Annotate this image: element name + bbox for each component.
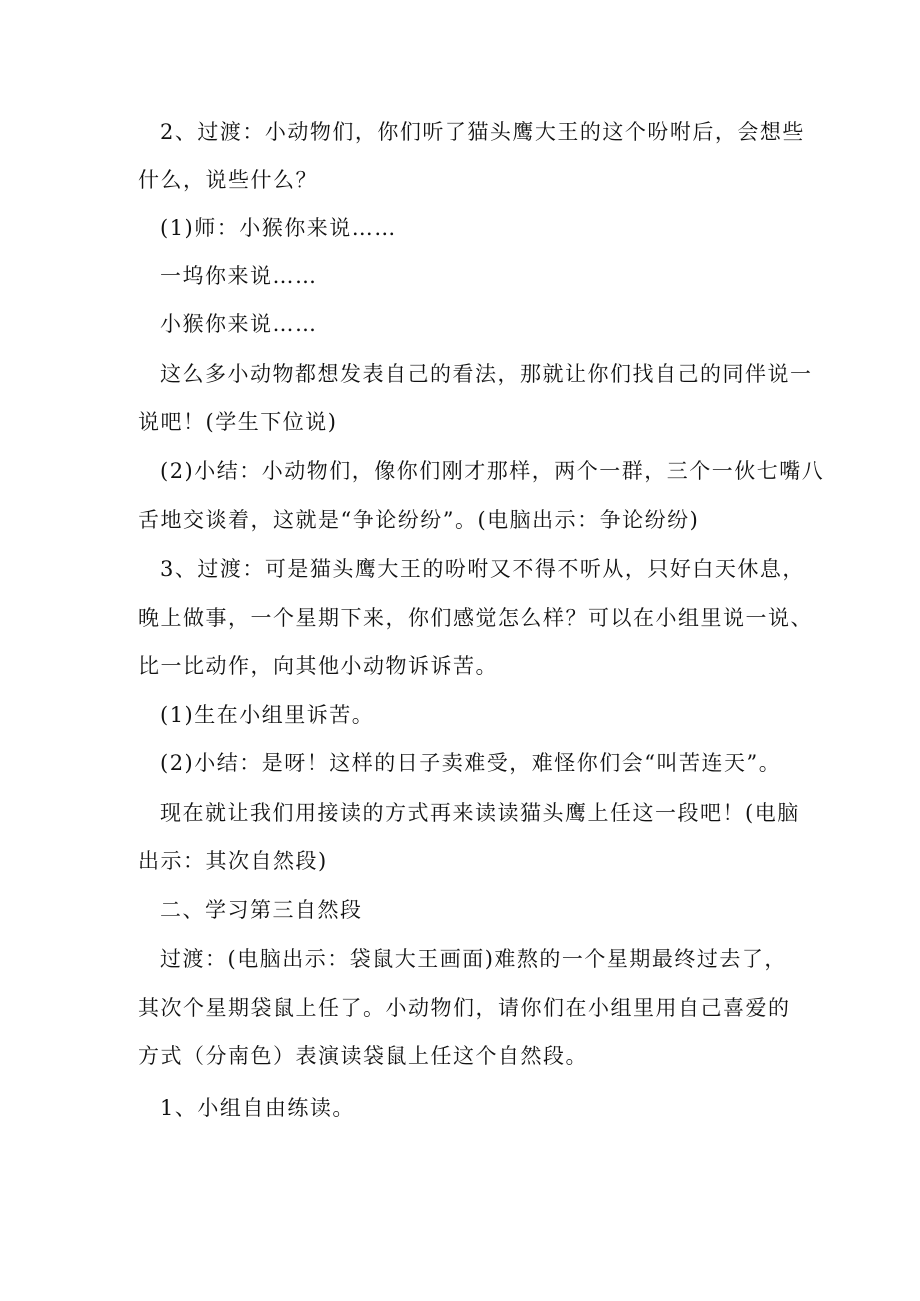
section-heading: 二、学习第三自然段 xyxy=(160,898,363,922)
text-line: 现在就让我们用接读的方式再来读读猫头鹰上任这一段吧！(电脑 xyxy=(160,801,800,825)
text-line: (1)生在小组里诉苦。 xyxy=(160,703,375,727)
text-line: 3、过渡：可是猫头鹰大王的吩咐又不得不听从，只好白天休息， xyxy=(160,557,805,581)
text-line: 出示：其次自然段) xyxy=(138,849,328,873)
text-line: 这么多小动物都想发表自己的看法，那就让你们找自己的同伴说一 xyxy=(160,362,813,386)
text-line: 什么，说些什么？ xyxy=(138,168,318,192)
text-line: 小猴你来说…… xyxy=(160,312,318,336)
text-line: (1)师：小猴你来说…… xyxy=(160,216,397,240)
text-line: 一坞你来说…… xyxy=(160,264,318,288)
text-line: 说吧！(学生下位说) xyxy=(138,410,338,434)
text-line: (2)小结：是呀！这样的日子卖难受，难怪你们会“叫苦连天”。 xyxy=(160,751,782,775)
text-line: 1、小组自由练读。 xyxy=(160,1096,355,1120)
text-line: 方式（分南色）表演读袋鼠上任这个自然段。 xyxy=(138,1044,588,1068)
text-line: 晚上做事，一个星期下来，你们感觉怎么样？可以在小组里说一说、 xyxy=(138,606,813,630)
text-line: 2、过渡：小动物们，你们听了猫头鹰大王的这个吩咐后，会想些 xyxy=(160,120,805,144)
text-line: 过渡：(电脑出示：袋鼠大王画面)难熬的一个星期最终过去了， xyxy=(160,947,787,971)
text-line: (2)小结：小动物们，像你们刚才那样，两个一群，三个一伙七嘴八 xyxy=(160,459,825,483)
text-line: 比一比动作，向其他小动物诉诉苦。 xyxy=(138,654,498,678)
text-line: 其次个星期袋鼠上任了。小动物们，请你们在小组里用自己喜爱的 xyxy=(138,996,791,1020)
text-line: 舌地交谈着，这就是“争论纷纷”。(电脑出示：争论纷纷) xyxy=(138,508,700,532)
